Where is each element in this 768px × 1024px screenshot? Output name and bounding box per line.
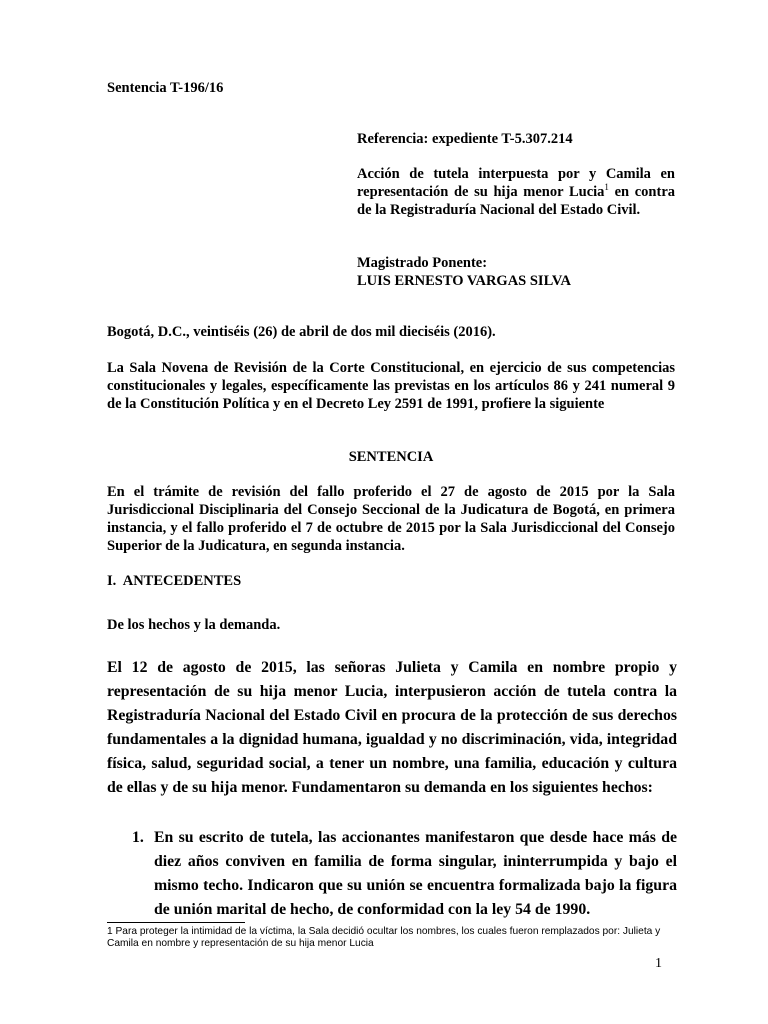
magistrate-label: Magistrado Ponente:: [357, 255, 488, 271]
page-number: 1: [655, 956, 662, 971]
review-paragraph: En el trámite de revisión del fallo proferido el 27 de agosto de 2015 por la Sala Jurisdiccional Disciplinaria del Consejo Seccional de la Judicatura de Bogotá, en primera instancia, y el fallo proferido el 7 de octubre de 2015 por la Sala Jurisdiccional del Consejo Superior de la Judicatura, en segunda instancia.: [107, 484, 675, 554]
section-heading-antecedentes: I. ANTECEDENTES: [107, 573, 242, 589]
action-text: Acción de tutela interpuesta por y Camila en representación de su hija menor Lucia: [357, 166, 675, 200]
footnote-reference: 1: [604, 182, 609, 193]
magistrate-name: LUIS ERNESTO VARGAS SILVA: [357, 273, 571, 289]
case-reference: Referencia: expediente T-5.307.214: [357, 131, 573, 147]
list-item-text: En su escrito de tutela, las accionantes manifestaron que desde hace más de diez años conviven en familia de forma singular, ininterrumpida y bajo el mismo techo. Indicaron que su unión se encuentra formalizada bajo la figura de unión marital de hecho, de conformidad con la ley 54 de 1990.: [154, 829, 677, 918]
action-description: [357, 165, 675, 219]
footnote: [107, 926, 667, 950]
case-title: Sentencia T-196/16: [107, 80, 224, 96]
sentencia-heading: SENTENCIA: [348, 449, 434, 465]
footnote-text: Para proteger la intimidad de la víctima, la Sala decidió ocultar los nombres, los cuales fueron remplazados por: Julieta y Camila en nombre y representación de su hija menor Lucia: [107, 926, 661, 949]
footnote-number: 1: [107, 926, 113, 937]
facts-paragraph: El 12 de agosto de 2015, las señoras Julieta y Camila en nombre propio y representación de su hija menor Lucia, interpusieron acción de tutela contra la Registraduría Nacional del Estado Civil en procura de la protección de sus derechos fundamentales a la dignidad humana, igualdad y no discriminación, vida, integridad física, salud, seguridad social, a tener un nombre, una familia, educación y cultura de ellas y de su hija menor. Fundamentaron su demanda en los siguientes hechos:: [107, 659, 677, 796]
list-item-number: 1.: [132, 829, 144, 846]
intro-paragraph: La Sala Novena de Revisión de la Corte Constitucional, en ejercicio de sus competencias constitucionales y legales, específicamente las previstas en los artículos 86 y 241 numeral 9 de la Constitución Política y en el Decreto Ley 2591 de 1991, profiere la siguiente: [107, 360, 675, 412]
date-line: Bogotá, D.C., veintiséis (26) de abril de dos mil dieciséis (2016).: [107, 324, 496, 340]
footnote-separator: [107, 922, 245, 923]
subsection-heading: De los hechos y la demanda.: [107, 617, 281, 633]
action-text-end: en contra de la Registraduría Nacional del Estado Civil.: [357, 184, 676, 218]
